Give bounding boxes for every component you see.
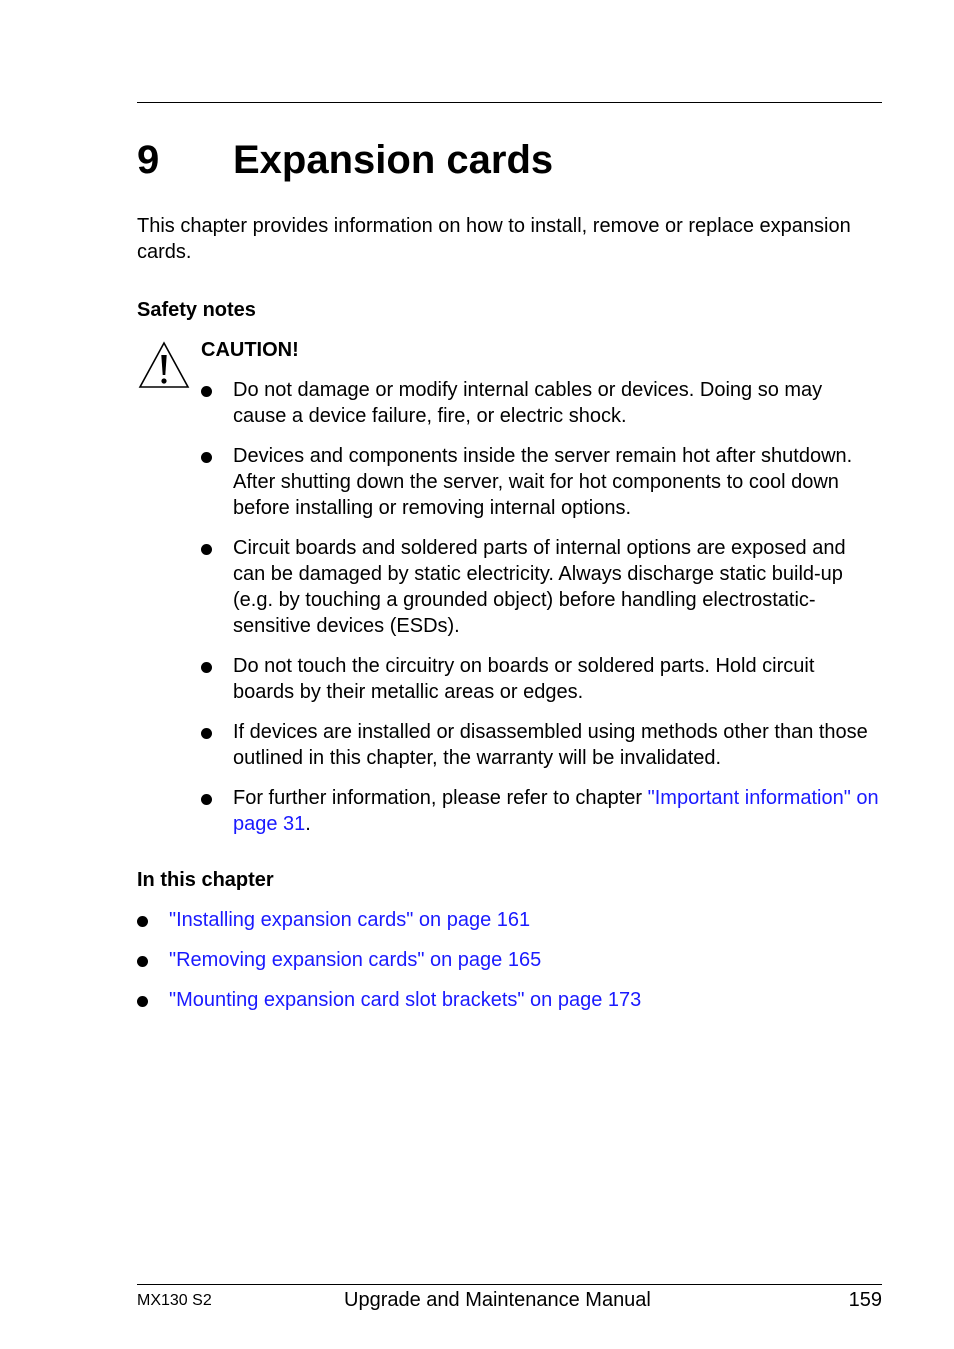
list-item xyxy=(201,443,881,521)
chapter-contents-list xyxy=(137,907,882,1027)
footer-page-number: 159 xyxy=(848,1289,882,1311)
bullet-icon xyxy=(201,386,212,397)
safety-notes-heading: Safety notes xyxy=(137,299,256,321)
footer-manual-title: Upgrade and Maintenance Manual xyxy=(344,1289,651,1311)
list-item xyxy=(137,907,882,933)
bullet-icon xyxy=(201,728,212,739)
list-item xyxy=(201,377,881,429)
installing-expansion-cards-link[interactable]: "Installing expansion cards" on page 161 xyxy=(169,909,531,931)
in-this-chapter-heading: In this chapter xyxy=(137,869,274,891)
caution-item-text: Devices and components inside the server remain hot after shutdown. After shutting down the server, wait for hot components to cool down before installing or removing internal options. xyxy=(233,445,853,519)
warning-triangle-icon xyxy=(137,340,191,390)
footer-model: MX130 S2 xyxy=(137,1292,212,1309)
bullet-icon xyxy=(201,544,212,555)
list-item xyxy=(201,785,881,837)
chapter-title xyxy=(137,136,553,184)
caution-item-text: Do not damage or modify internal cables or devices. Doing so may cause a device failure, fire, or electric shock. xyxy=(233,379,823,427)
bullet-icon xyxy=(201,452,212,463)
important-information-link[interactable]: "Important information" on page 31 xyxy=(233,787,879,835)
bullet-icon xyxy=(201,662,212,673)
bullet-icon xyxy=(137,916,148,927)
footer-rule xyxy=(137,1284,882,1285)
list-item xyxy=(137,987,882,1013)
mounting-slot-brackets-link[interactable]: "Mounting expansion card slot brackets" on page 173 xyxy=(169,989,642,1011)
bullet-icon xyxy=(137,996,148,1007)
list-item xyxy=(137,947,882,973)
chapter-title-text: Expansion cards xyxy=(233,138,554,182)
list-item xyxy=(201,653,881,705)
chapter-number: 9 xyxy=(137,138,160,182)
list-item xyxy=(201,719,881,771)
header-rule xyxy=(137,102,882,103)
bullet-icon xyxy=(137,956,148,967)
caution-item-text: Circuit boards and soldered parts of internal options are exposed and can be damaged by static electricity. Always discharge static build-up (e.g. by touching a grounded object) before handling electrostatic-sensitive devices (ESDs). xyxy=(233,537,846,637)
caution-label: CAUTION! xyxy=(201,339,299,361)
caution-item-text: If devices are installed or disassembled using methods other than those outlined in this chapter, the warranty will be invalidated. xyxy=(233,721,868,769)
intro-paragraph: This chapter provides information on how to install, remove or replace expansion cards. xyxy=(137,215,851,263)
further-info-suffix: . xyxy=(305,813,311,835)
list-item xyxy=(201,535,881,639)
further-info-prefix: For further information, please refer to chapter xyxy=(233,787,648,809)
caution-list xyxy=(201,377,881,851)
bullet-icon xyxy=(201,794,212,805)
caution-item-text: Do not touch the circuitry on boards or soldered parts. Hold circuit boards by their metallic areas or edges. xyxy=(233,655,815,703)
removing-expansion-cards-link[interactable]: "Removing expansion cards" on page 165 xyxy=(169,949,542,971)
